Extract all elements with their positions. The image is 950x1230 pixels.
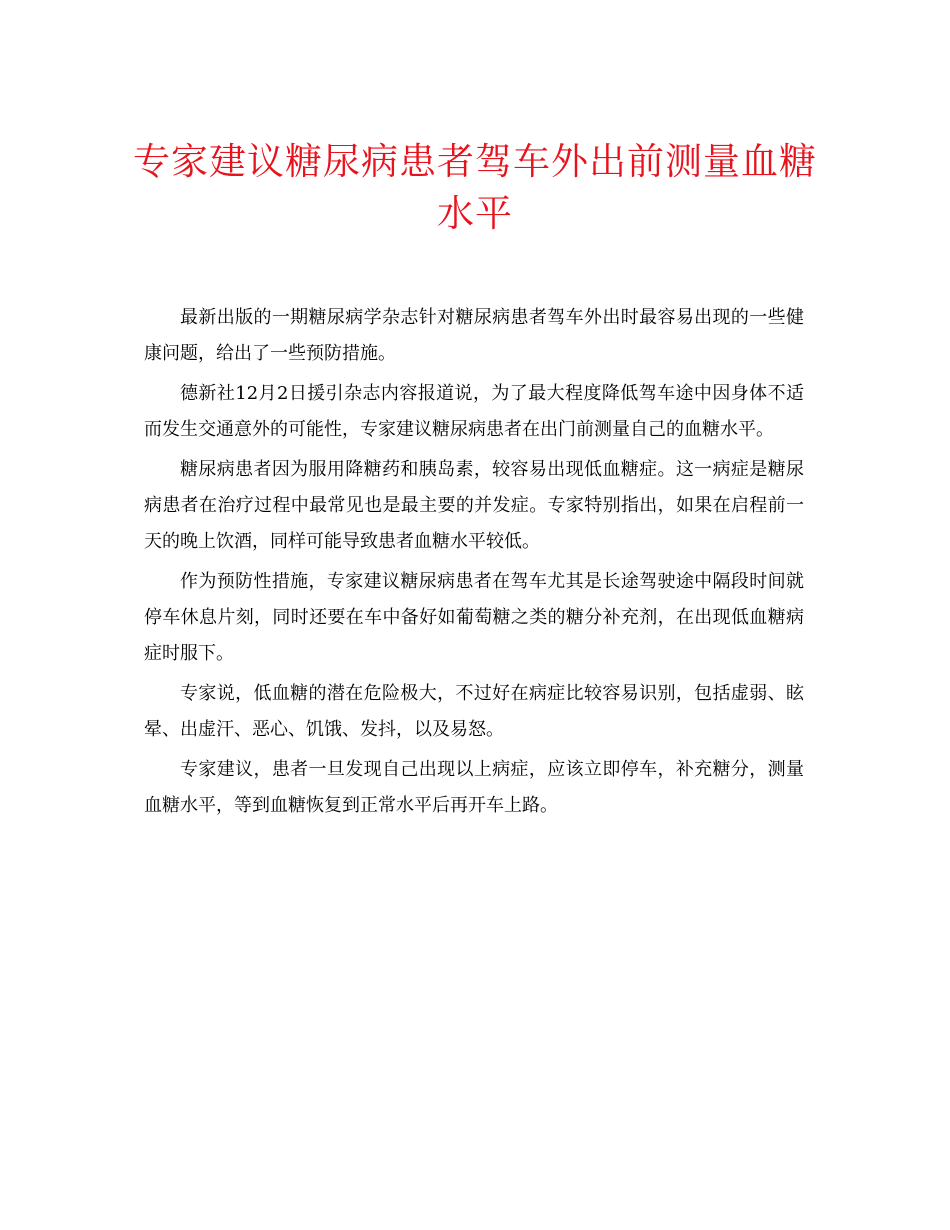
paragraph-4: 作为预防性措施，专家建议糖尿病患者在驾车尤其是长途驾驶途中隔段时间就停车休息片刻，同时还要在车中备好如葡萄糖之类的糖分补充剂，在出现低血糖病症时服下。 — [144, 571, 804, 664]
paragraph-5: 专家说，低血糖的潜在危险极大，不过好在病症比较容易识别，包括虚弱、眩晕、出虚汗、恶心、饥饿、发抖，以及易怒。 — [144, 683, 804, 740]
paragraph-1: 最新出版的一期糖尿病学杂志针对糖尿病患者驾车外出时最容易出现的一些健康问题，给出了一些预防措施。 — [144, 307, 804, 364]
paragraph-2: 德新社12月2日援引杂志内容报道说，为了最大程度降低驾车途中因身体不适而发生交通意外的可能性，专家建议糖尿病患者在出门前测量自己的血糖水平。 — [144, 383, 804, 440]
paragraph-3: 糖尿病患者因为服用降糖药和胰岛素，较容易出现低血糖症。这一病症是糖尿病患者在治疗过程中最常见也是最主要的并发症。专家特别指出，如果在启程前一天的晚上饮酒，同样可能导致患者血糖水平较低。 — [144, 459, 804, 552]
document-title: 专家建议糖尿病患者驾车外出前测量血糖水平 — [133, 140, 817, 235]
paragraph-6: 专家建议，患者一旦发现自己出现以上病症，应该立即停车，补充糖分，测量血糖水平，等到血糖恢复到正常水平后再开车上路。 — [144, 759, 804, 816]
article-body — [144, 300, 804, 828]
